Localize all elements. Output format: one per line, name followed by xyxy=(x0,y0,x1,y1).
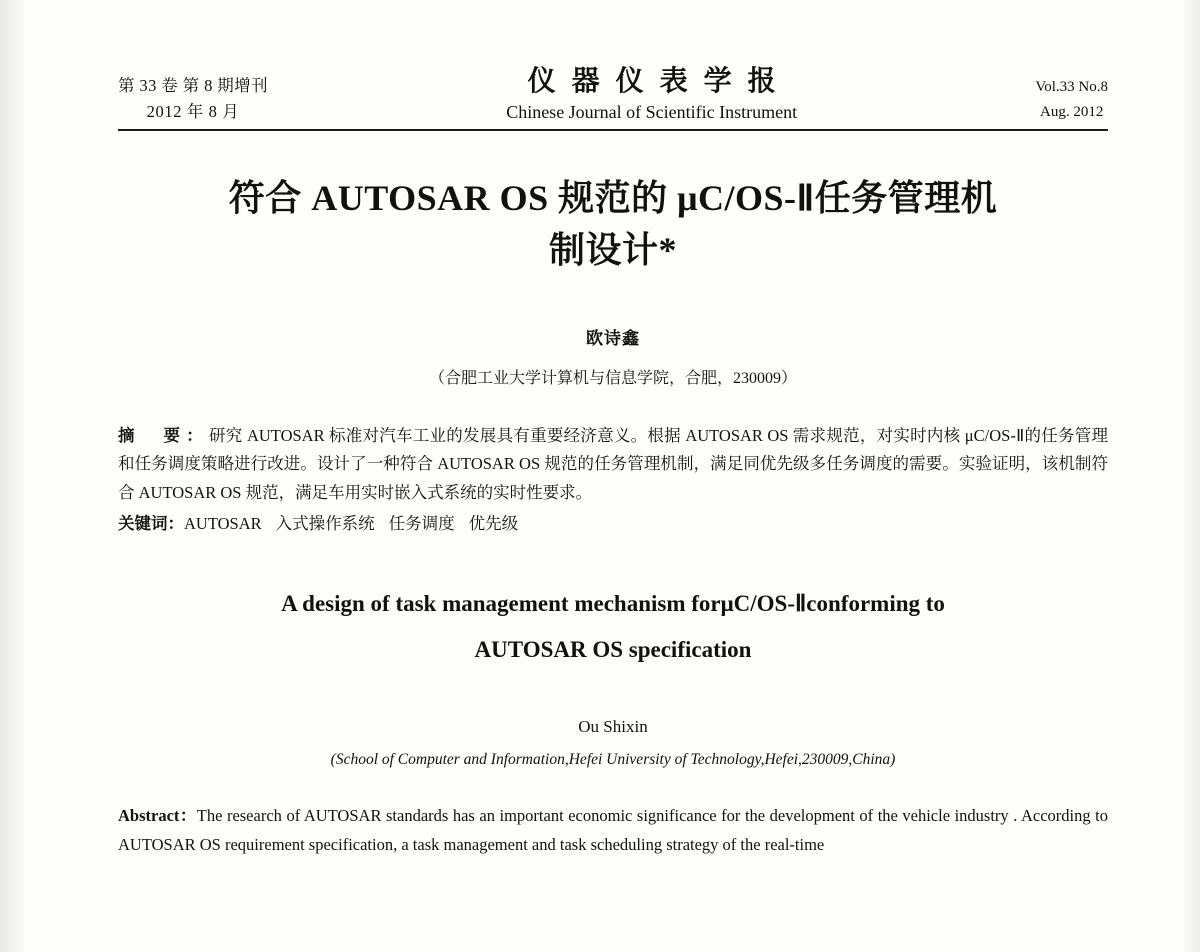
abstract-en xyxy=(118,801,1108,860)
keywords-cn-label: 关键词： xyxy=(118,514,184,534)
abstract-cn xyxy=(118,422,1108,509)
abstract-cn-text: 研究 AUTOSAR 标准对汽车工业的发展具有重要经济意义。根据 AUTOSAR OS 需求规范，对实时内核 μC/OS-Ⅱ的任务管理和任务调度策略进行改进。设计了一种符合 AUTOSAR OS 规范的任务管理机制，满足同优先级多任务调度的需要。实验证明，该机制符合 AUTOSAR OS 规范，满足车用实时嵌入式系统的实时性要求。 xyxy=(118,425,1108,503)
affiliation-en: (School of Computer and Information,Hefei University of Technology,Hefei,230009,China) xyxy=(330,751,896,769)
masthead-volume-line: 第 33 卷 第 8 期增刊 xyxy=(118,76,268,96)
article-title-cn xyxy=(118,173,1108,275)
affiliation-cn: （合肥工业大学计算机与信息学院，合肥，230009） xyxy=(428,369,797,387)
masthead-date-en: Aug. 2012 xyxy=(1040,103,1104,120)
article-title-cn-line2: 制设计* xyxy=(548,229,677,270)
article-title-en-line1: A design of task management mechanism forμC/OS-Ⅱconforming to xyxy=(281,591,945,617)
masthead xyxy=(118,64,1108,128)
masthead-divider xyxy=(118,129,1108,131)
journal-title-en: Chinese Journal of Scientific Instrument xyxy=(506,102,798,122)
keywords-cn xyxy=(118,510,1108,539)
masthead-issue-info xyxy=(1035,75,1108,125)
keyword-cn-1: 入式操作系统 xyxy=(275,514,375,534)
keyword-cn-3: 优先级 xyxy=(468,514,519,534)
page-edge-shadow-right xyxy=(1182,0,1200,952)
abstract-en-label: Abstract： xyxy=(118,806,197,826)
abstract-cn-label: 摘 要： xyxy=(118,425,210,445)
masthead-volume-info xyxy=(118,73,268,124)
page-edge-shadow-left xyxy=(0,0,26,952)
masthead-date-line-cn: 2012 年 8 月 xyxy=(146,101,240,121)
keyword-cn-0: AUTOSAR xyxy=(184,514,262,534)
page-content xyxy=(118,64,1108,860)
author-cn: 欧诗鑫 xyxy=(586,328,640,348)
journal-title-cn: 仪器仪表学报 xyxy=(527,66,792,97)
keyword-cn-2: 任务调度 xyxy=(388,514,455,534)
author-en: Ou Shixin xyxy=(578,717,648,737)
masthead-volume-en: Vol.33 No.8 xyxy=(1035,78,1108,95)
abstract-en-text: The research of AUTOSAR standards has an important economic significance for the development of the vehicle industry . According to AUTOSAR OS requirement specification, a task management and task scheduling strategy of the real-time xyxy=(118,806,1108,855)
article-title-en xyxy=(118,581,1108,673)
masthead-journal-name xyxy=(280,64,1023,124)
article-title-cn-line1: 符合 AUTOSAR OS 规范的 μC/OS-Ⅱ任务管理机 xyxy=(228,178,998,219)
article-title-en-line2: AUTOSAR OS specification xyxy=(474,637,752,663)
